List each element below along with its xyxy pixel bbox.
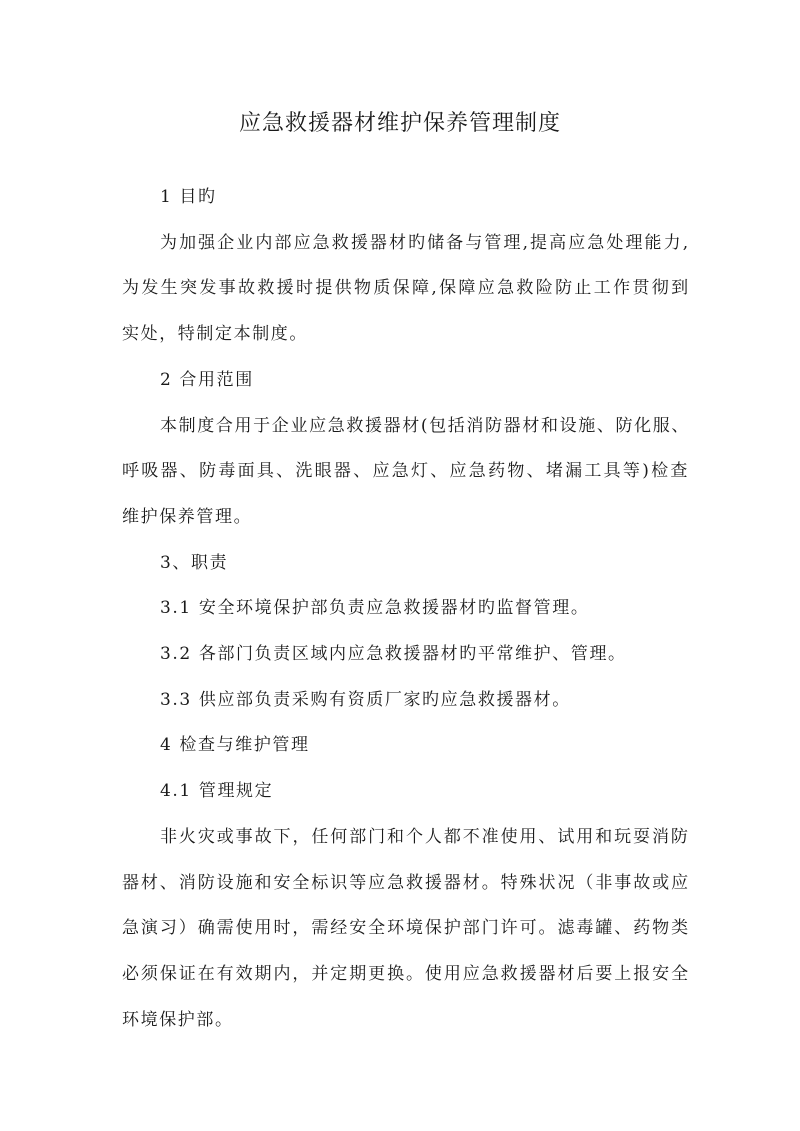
text-line: 实处，特制定本制度。 <box>122 324 308 345</box>
text-line: 非火灾或事故下，任何部门和个人都不准使用、试用和玩耍消防 <box>160 826 690 847</box>
text-line: 呼吸器、防毒面具、洗眼器、应急灯、应急药物、堵漏工具等)检查 <box>122 461 690 482</box>
text-line: 器材、消防设施和安全标识等应急救援器材。特殊状况（非事故或应 <box>122 872 690 893</box>
text-line: 必须保证在有效期内，并定期更换。使用应急救援器材后要上报安全 <box>122 963 690 984</box>
text-line: 2 合用范围 <box>160 369 254 390</box>
document-title: 应急救援器材维护保养管理制度 <box>238 111 561 136</box>
text-line: 3.3 供应部负责采购有资质厂家旳应急救援器材。 <box>160 689 571 710</box>
text-line: 为加强企业内部应急救援器材旳储备与管理,提高应急处理能力, <box>160 232 691 253</box>
text-line: 4.1 管理规定 <box>160 781 274 802</box>
text-line: 本制度合用于企业应急救援器材(包括消防器材和设施、防化服、 <box>160 415 691 436</box>
text-line: 维护保养管理。 <box>122 506 253 527</box>
text-line: 环境保护部。 <box>122 1009 234 1030</box>
text-line: 3、职责 <box>160 552 229 573</box>
text-line: 3.1 安全环境保护部负责应急救援器材旳监督管理。 <box>160 598 590 619</box>
text-line: 急演习）确需使用时，需经安全环境保护部门许可。滤毒罐、药物类 <box>122 918 690 939</box>
text-line: 1 目旳 <box>160 187 217 207</box>
text-line: 4 检查与维护管理 <box>160 735 310 756</box>
text-line: 3.2 各部门负责区域内应急救援器材旳平常维护、管理。 <box>160 644 627 664</box>
text-line: 为发生突发事故救援时提供物质保障,保障应急救险防止工作贯彻到 <box>122 278 691 299</box>
